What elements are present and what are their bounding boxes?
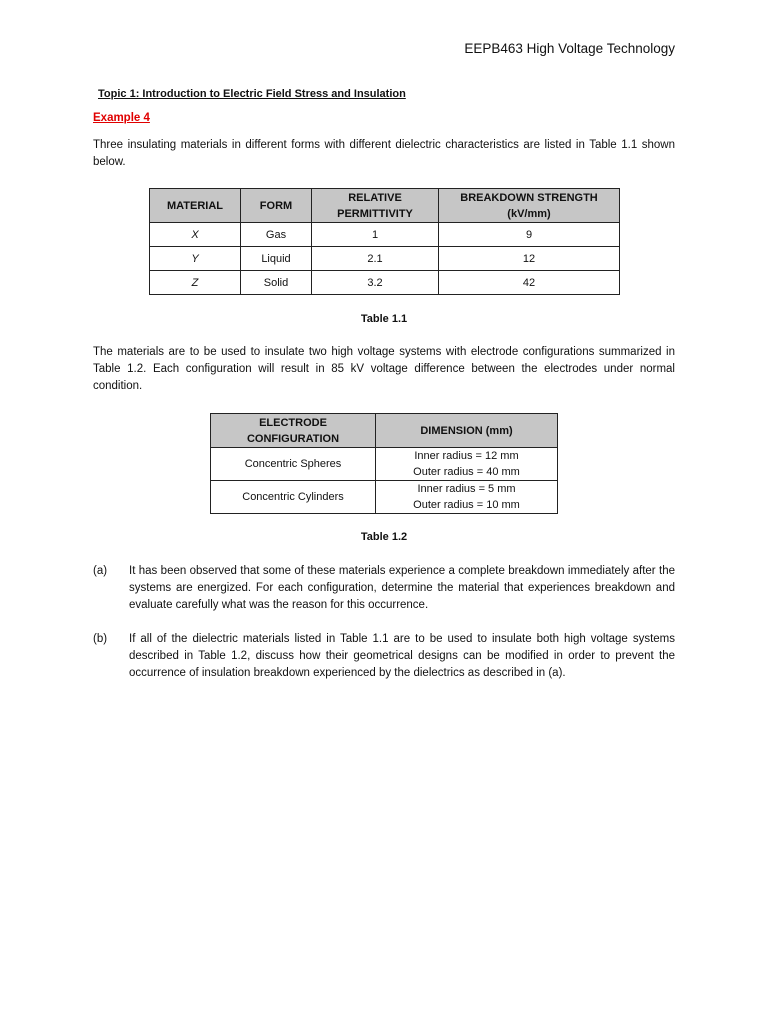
table-row xyxy=(211,448,558,481)
cell-material: Z xyxy=(150,271,241,295)
table-row xyxy=(150,247,620,271)
table2-caption: Table 1.2 xyxy=(360,531,408,543)
cell-material: X xyxy=(150,223,241,247)
cell-dimension xyxy=(376,481,558,514)
question-text: It has been observed that some of these materials experience a complete breakdown immediately after the systems are energized. For each configuration, determine the material that experiences breakdown and evaluate carefully what was the reason for this occurrence. xyxy=(129,565,675,611)
example-label: Example 4 xyxy=(93,112,150,124)
cell-permittivity: 2.1 xyxy=(312,247,439,271)
question-label: (a) xyxy=(93,565,108,577)
outer-radius: Outer radius = 10 mm xyxy=(413,499,520,511)
table1-caption: Table 1.1 xyxy=(360,313,408,325)
course-header: EEPB463 High Voltage Technology xyxy=(464,41,675,56)
question-label: (b) xyxy=(93,633,108,645)
table-row xyxy=(150,223,620,247)
question-text: If all of the dielectric materials listed in Table 1.1 are to be used to insulate both high voltage systems described in Table 1.2, discuss how their geometrical designs can be modified in order to prevent the occurrence of insulation breakdown experienced by the dielectrics as described in (a). xyxy=(129,633,675,679)
inner-radius: Inner radius = 5 mm xyxy=(417,483,516,495)
table-header-row xyxy=(211,414,558,448)
table-header-row xyxy=(150,189,620,223)
cell-breakdown: 12 xyxy=(439,247,620,271)
cell-permittivity: 3.2 xyxy=(312,271,439,295)
inner-radius: Inner radius = 12 mm xyxy=(414,450,519,462)
table-row xyxy=(211,481,558,514)
col-header-material: MATERIAL xyxy=(150,189,241,223)
cell-form: Solid xyxy=(241,271,312,295)
cell-configuration: Concentric Spheres xyxy=(211,448,376,481)
col-header-configuration: ELECTRODE CONFIGURATION xyxy=(211,414,376,448)
col-header-permittivity: RELATIVE PERMITTIVITY xyxy=(312,189,439,223)
cell-breakdown: 42 xyxy=(439,271,620,295)
second-paragraph: The materials are to be used to insulate two high voltage systems with electrode configurations summarized in Table 1.2. Each configuration will result in 85 kV voltage difference between the electrodes under normal condition. xyxy=(93,346,675,392)
cell-form: Gas xyxy=(241,223,312,247)
cell-permittivity: 1 xyxy=(312,223,439,247)
cell-configuration: Concentric Cylinders xyxy=(211,481,376,514)
cell-form: Liquid xyxy=(241,247,312,271)
cell-material: Y xyxy=(150,247,241,271)
outer-radius: Outer radius = 40 mm xyxy=(413,466,520,478)
cell-dimension xyxy=(376,448,558,481)
col-header-breakdown: BREAKDOWN STRENGTH (kV/mm) xyxy=(439,189,620,223)
topic-heading: Topic 1: Introduction to Electric Field Stress and Insulation xyxy=(98,88,406,100)
col-header-form: FORM xyxy=(241,189,312,223)
col-header-dimension: DIMENSION (mm) xyxy=(376,414,558,448)
electrode-table xyxy=(210,413,558,514)
cell-breakdown: 9 xyxy=(439,223,620,247)
intro-paragraph: Three insulating materials in different forms with different dielectric characteristics are listed in Table 1.1 shown below. xyxy=(93,139,675,168)
materials-table xyxy=(149,188,620,295)
table-row xyxy=(150,271,620,295)
